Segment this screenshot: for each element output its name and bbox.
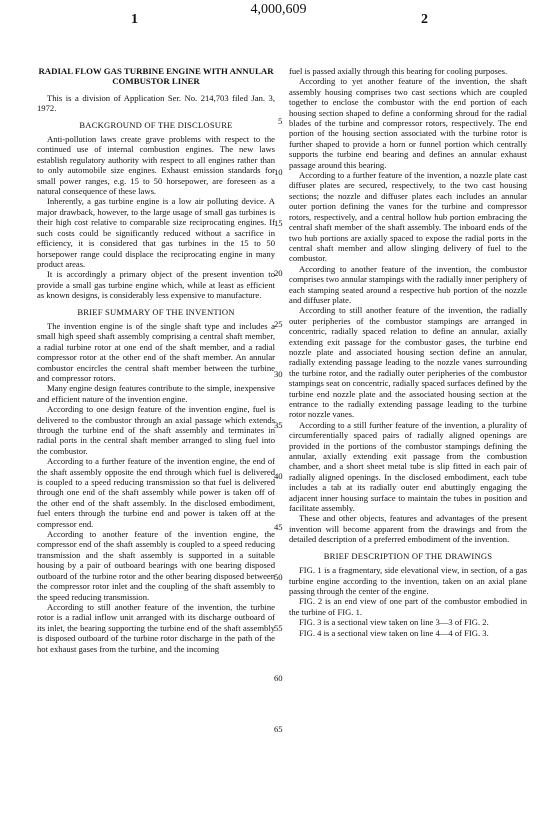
paragraph: The invention engine is of the single shaft type and includes a small high speed shaft assembly comprising a central shaft member, a radial turbine rotor at one end of the shaft member, and a radial compressor rotor at the other end of the shaft member. An annular combustor encircles the central shaft member between the turbine and compressor rotors. bbox=[37, 320, 275, 383]
figure-description: FIG. 4 is a sectional view taken on line 4—4 of FIG. 3. bbox=[299, 627, 489, 638]
figure-description: FIG. 3 is a sectional view taken on line 3—3 of FIG. 2. bbox=[299, 617, 489, 628]
paragraph: Inherently, a gas turbine engine is a low air polluting device. A major drawback, however, to the large usage of small gas turbines is their high cost relative to comparable size reciprocating engines. If such costs could be significantly reduced without a sacrifice in efficiency, it is considered that gas turbines in the 15 to 50 horsepower range could displace the reciprocating engine in many product areas. bbox=[37, 196, 275, 269]
patent-number: 4,000,609 bbox=[250, 2, 307, 17]
paragraph: Anti-pollution laws create grave problems with respect to the continued use of internal combustion engines. The new laws establish regulatory authority with respect to all engines rather than to only automobile size engines. Exhaust emission standards for small power ranges, e.g. 15 to 50 horsepower, are foreseen as a natural consequence of these laws. bbox=[37, 134, 275, 197]
line-number: 35 bbox=[274, 420, 283, 430]
line-number: 30 bbox=[274, 369, 283, 379]
paragraph: According to still another feature of the invention, the radially outer peripheries of the combustor stampings are arranged in concentric, radially spaced relation to define an annular, axially extending exit passage for the combustor gases, the turbine end nozzle plate and associated housing section define an annular, radially extending passage leading to the nozzle vanes surrounding the turbine rotor, and the radially outer peripheries of the combustor stampings seat on concentric, radially spaced surfaces defined by the turbine end nozzle plate and the associated housing section at the entrance to the radially extending passage leading to the turbine rotor nozzle vanes. bbox=[289, 305, 527, 420]
paragraph: According to still another feature of the invention, the turbine rotor is a radial inflow unit arranged with its discharge outboard of its inlet, the bearing supporting the turbine end of the shaft assembly is disposed outboard of the turbine rotor discharge in the path of the hot exhaust gases from the turbine, and the incoming bbox=[37, 601, 275, 654]
line-number: 25 bbox=[274, 319, 283, 329]
paragraph: Many engine design features contribute to the simple, inexpensive and efficient nature of the invention engine. bbox=[37, 383, 275, 404]
line-number: 20 bbox=[274, 268, 283, 278]
figure-description: FIG. 2 is an end view of one part of the combustor embodied in the turbine of FIG. 1. bbox=[289, 596, 527, 617]
paragraph: According to another feature of the invention engine, the compressor end of the shaft assembly is coupled to a speed reducing transmission and the shaft assembly is supported in a suitable housing by a pair of outboard bearings with one bearing disposed outboard of the turbine rotor and the other bearing disposed between the compressor rotor inlet and the coupling of the shaft assembly to the speed reducing transmission. bbox=[37, 529, 275, 602]
line-number: 60 bbox=[274, 673, 283, 683]
paragraph: According to one design feature of the invention engine, fuel is delivered to the combustor through an axial passage which extends through the turbine end of the shaft assembly and terminates in radial ports in the central shaft member arranged to sling fuel into the combustor. bbox=[37, 404, 275, 456]
line-number: 15 bbox=[274, 218, 283, 228]
line-number: 50 bbox=[274, 572, 283, 582]
left-column bbox=[37, 66, 275, 654]
paragraph: According to a still further feature of the invention, a plurality of circumferentially spaced pairs of radially aligned openings are provided in the portions of the combustor stampings defining the annular, axially extending exit passage from the combustion chamber, and a short sheet metal tube is slip fitted in each pair of radially aligned openings. In the disclosed embodiment, each tube includes a tab at its radially outer end abuttingly engaging the adjacent inner housing surface to maintain the tubes in position and facilitate assembly. bbox=[289, 419, 527, 514]
heading-summary: BRIEF SUMMARY OF THE INVENTION bbox=[77, 306, 235, 317]
line-number: 10 bbox=[274, 167, 283, 177]
paragraph: These and other objects, features and advantages of the present invention will become apparent from the drawings and from the detailed description of a preferred embodiment of the invention. bbox=[289, 513, 527, 545]
division-note: This is a division of Application Ser. No. 214,703 filed Jan. 3, 1972. bbox=[37, 92, 275, 114]
paragraph: According to yet another feature of the invention, the shaft assembly housing comprises two cast sections which are coupled together to enclose the combustor with the end portion of each housing section shaped to define a conforming shroud for the radial blades of the turbine and compressor rotors, respectively. The end portion of the housing section associated with the turbine rotor is further shaped to provide a horn or funnel portion which centrally supports the turbine end bearing and defines an annular exhaust passage around this bearing. bbox=[289, 76, 527, 170]
line-number: 45 bbox=[274, 522, 283, 532]
paragraph: According to a further feature of the invention, a nozzle plate cast diffuser plates are secured, respectively, to the two cast housing sections; the nozzle and diffuser plates each includes an annular outer portion defining the vanes for the turbine and compressor rotors, respectively, and a central hollow hub portion embracing the central shaft member of the shaft assembly. The inboard ends of the two hub portions are axially spaced to expose the radial ports in the central shaft member and allow slinging delivery of fuel to the combustor. bbox=[289, 170, 527, 264]
heading-drawings: BRIEF DESCRIPTION OF THE DRAWINGS bbox=[323, 550, 493, 561]
line-number: 65 bbox=[274, 724, 283, 734]
paragraph: According to another feature of the invention, the combustor comprises two annular stampings with the radially inner periphery of each stamping seated around a respective hub portion of the nozzle and diffuser plate. bbox=[289, 263, 527, 305]
paragraph: According to a further feature of the invention engine, the end of the shaft assembly opposite the end through which fuel is delivered is coupled to a speed reducing transmission so that fuel is delivered through one end of the shaft assembly while power is taken off of the other end of the shaft assembly. In the disclosed embodiment, fuel enters through the turbine end and power is taken off at the compressor end. bbox=[37, 456, 275, 529]
right-column bbox=[289, 66, 527, 638]
line-number: 55 bbox=[274, 623, 283, 633]
page-number-right: 2 bbox=[421, 12, 428, 27]
line-number: 5 bbox=[278, 116, 283, 126]
line-number: 40 bbox=[274, 471, 283, 481]
paragraph: It is accordingly a primary object of the present invention to provide a small gas turbine engine which, while at least as efficient as known designs, is considerably less expensive to manufacture. bbox=[37, 269, 275, 301]
page-number-left: 1 bbox=[131, 12, 138, 27]
heading-background: BACKGROUND OF THE DISCLOSURE bbox=[79, 119, 233, 130]
patent-title: RADIAL FLOW GAS TURBINE ENGINE WITH ANNULAR COMBUSTOR LINER bbox=[38, 66, 274, 87]
figure-description: FIG. 1 is a fragmentary, side elevational view, in section, of a gas turbine engine according to the invention, taken on an axial plane passing through the center of the engine. bbox=[289, 565, 527, 596]
paragraph: fuel is passed axially through this bearing for cooling purposes. bbox=[289, 66, 508, 76]
